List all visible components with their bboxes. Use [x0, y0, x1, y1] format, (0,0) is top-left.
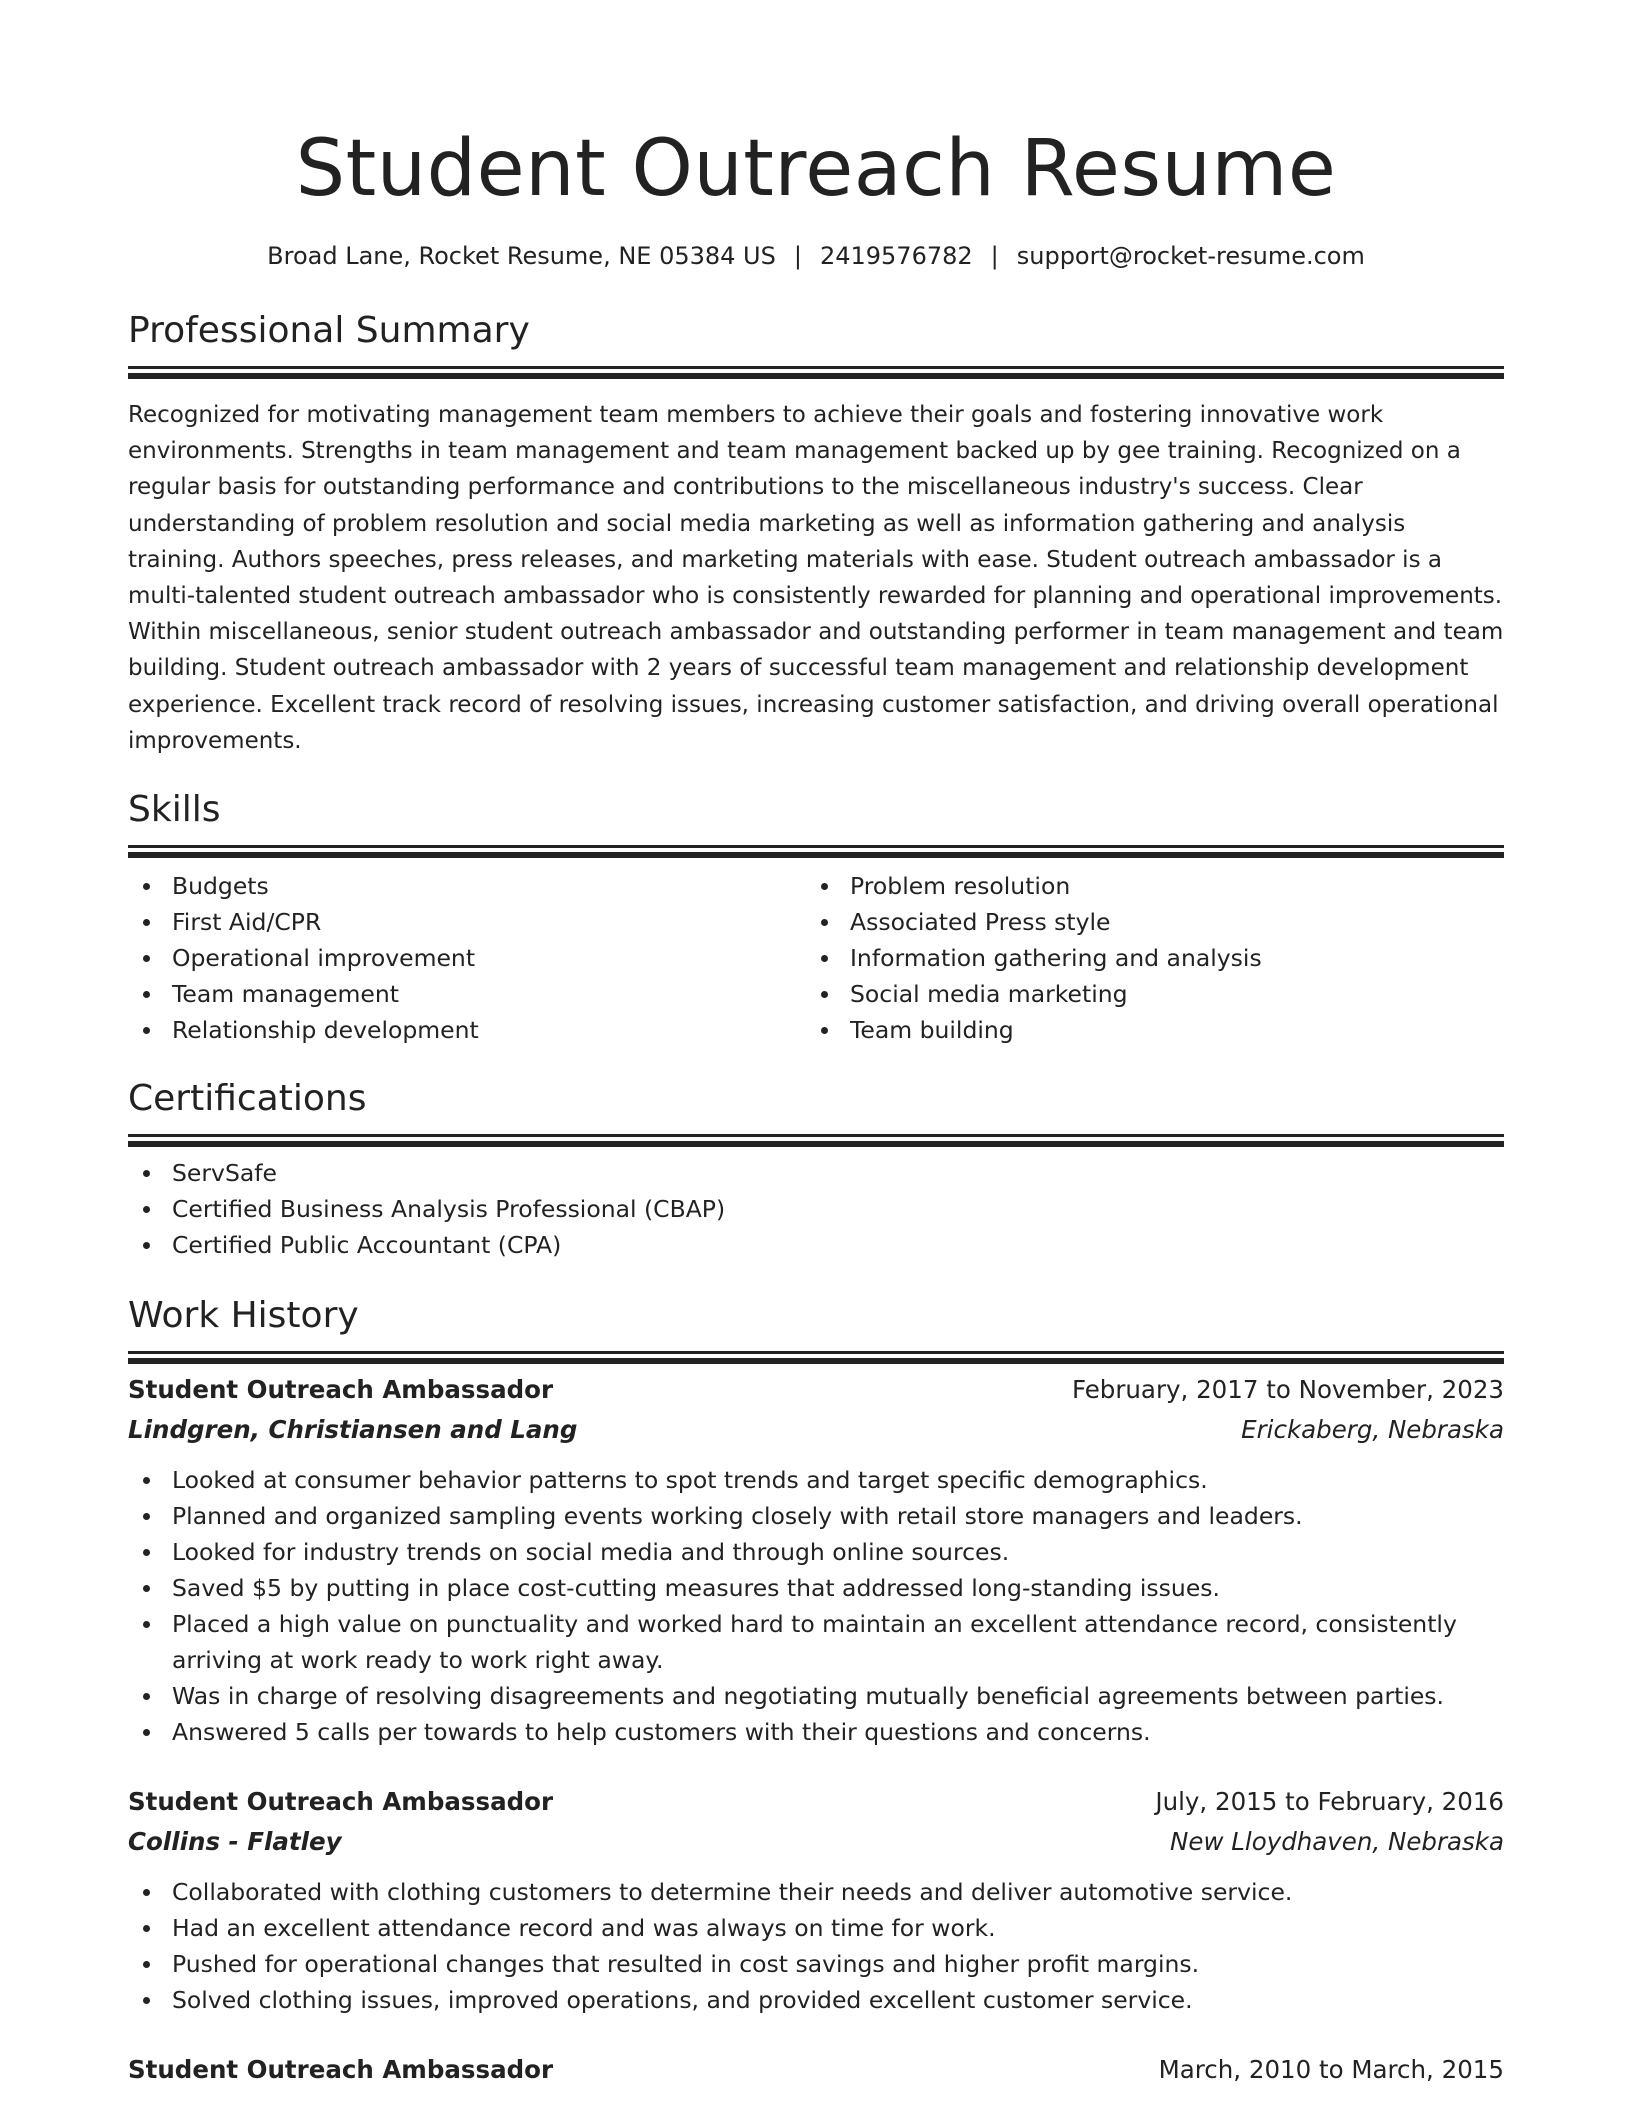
contact-separator: |: [990, 242, 999, 270]
work-history-section: [128, 1293, 1504, 2090]
job-bullet: Solved clothing issues, improved operations, and provided excellent customer service.: [128, 1982, 1504, 2018]
job-header: [128, 2050, 1504, 2090]
job-entry: [128, 1782, 1504, 2018]
resume-title: Student Outreach Resume: [295, 124, 1337, 214]
job-location: New Lloydhaven, Nebraska: [1170, 1827, 1504, 1857]
job-entry: [128, 1370, 1504, 1750]
job-bullet: Pushed for operational changes that resulted in cost savings and higher profit margins.: [128, 1946, 1504, 1982]
contact-address: Broad Lane, Rocket Resume, NE 05384 US: [267, 242, 776, 270]
summary-section: [128, 308, 1504, 759]
job-dates: July, 2015 to February, 2016: [1155, 1787, 1504, 1817]
skill-item: Information gathering and analysis: [806, 940, 1484, 976]
job-company: Lindgren, Christiansen and Lang: [128, 1415, 578, 1445]
job-bullet: Collaborated with clothing customers to determine their needs and deliver automotive service.: [128, 1874, 1504, 1910]
job-dates: March, 2010 to March, 2015: [1158, 2055, 1504, 2085]
contact-separator: |: [793, 242, 802, 270]
skills-list-right: [806, 868, 1484, 1048]
certification-item: Certified Public Accountant (CPA): [128, 1227, 1504, 1263]
skill-item: Operational improvement: [128, 940, 806, 976]
contact-line: [128, 240, 1504, 272]
contact-email: support@rocket-resume.com: [1016, 242, 1365, 270]
certification-item: ServSafe: [128, 1155, 1504, 1191]
skills-columns: [128, 868, 1504, 1048]
job-header: [128, 1782, 1504, 1822]
skills-list-left: [128, 868, 806, 1048]
certifications-list: [128, 1155, 1504, 1263]
section-divider: [128, 1134, 1504, 1137]
skill-item: Associated Press style: [806, 904, 1484, 940]
job-bullet: Was in charge of resolving disagreements and negotiating mutually beneficial agreements between parties.: [128, 1678, 1504, 1714]
job-bullet: Answered 5 calls per towards to help customers with their questions and concerns.: [128, 1714, 1504, 1750]
contact-phone: 2419576782: [819, 242, 973, 270]
job-bullet: Had an excellent attendance record and was always on time for work.: [128, 1910, 1504, 1946]
job-entry: [128, 2050, 1504, 2090]
job-bullets: [128, 1874, 1504, 2018]
job-location: Erickaberg, Nebraska: [1241, 1415, 1504, 1445]
section-divider: [128, 366, 1504, 369]
certification-item: Certified Business Analysis Professional (CBAP): [128, 1191, 1504, 1227]
job-header: [128, 1370, 1504, 1410]
resume-page: [128, 0, 1504, 2090]
skill-item: Team building: [806, 1012, 1484, 1048]
skill-item: Team management: [128, 976, 806, 1012]
skill-item: First Aid/CPR: [128, 904, 806, 940]
job-bullet: Looked for industry trends on social media and through online sources.: [128, 1534, 1504, 1570]
job-bullet: Saved $5 by putting in place cost-cutting measures that addressed long-standing issues.: [128, 1570, 1504, 1606]
job-bullet: Planned and organized sampling events working closely with retail store managers and leaders.: [128, 1498, 1504, 1534]
skill-item: Relationship development: [128, 1012, 806, 1048]
section-divider: [128, 845, 1504, 848]
job-subheader: [128, 1410, 1504, 1450]
job-bullet: Placed a high value on punctuality and worked hard to maintain an excellent attendance record, consistently arriving at work ready to work right away.: [128, 1606, 1504, 1678]
job-title: Student Outreach Ambassador: [128, 1375, 554, 1405]
job-dates: February, 2017 to November, 2023: [1071, 1375, 1504, 1405]
job-subheader: [128, 1822, 1504, 1862]
job-title: Student Outreach Ambassador: [128, 1787, 554, 1817]
section-title-summary: Professional Summary: [128, 310, 530, 351]
section-title-skills: Skills: [128, 789, 221, 831]
summary-text: Recognized for motivating management team members to achieve their goals and fostering innovative work environments. Strengths in team management and team management backed up by gee training. Recognized on a regular basis for outstanding performance and contributions to the miscellaneous industry's success. Clear understanding of problem resolution and social media marketing as well as information gathering and analysis training. Authors speeches, press releases, and marketing materials with ease. Student outreach ambassador is a multi-talented student outreach ambassador who is consistently rewarded for planning and operational improvements. Within miscellaneous, senior student outreach ambassador and outstanding performer in team management and team building. Student outreach ambassador with 2 years of successful team management and relationship development experience. Excellent track record of resolving issues, increasing customer satisfaction, and driving overall operational improvements.: [128, 402, 1504, 754]
skill-item: Problem resolution: [806, 868, 1484, 904]
certifications-section: [128, 1076, 1504, 1263]
job-bullet: Looked at consumer behavior patterns to spot trends and target specific demographics.: [128, 1462, 1504, 1498]
skill-item: Budgets: [128, 868, 806, 904]
job-bullets: [128, 1462, 1504, 1750]
section-title-certifications: Certifications: [128, 1078, 367, 1120]
section-divider: [128, 1351, 1504, 1354]
skill-item: Social media marketing: [806, 976, 1484, 1012]
job-title: Student Outreach Ambassador: [128, 2055, 554, 2085]
section-title-work-history: Work History: [128, 1295, 359, 1337]
job-company: Collins - Flatley: [128, 1827, 342, 1857]
skills-section: [128, 787, 1504, 1048]
